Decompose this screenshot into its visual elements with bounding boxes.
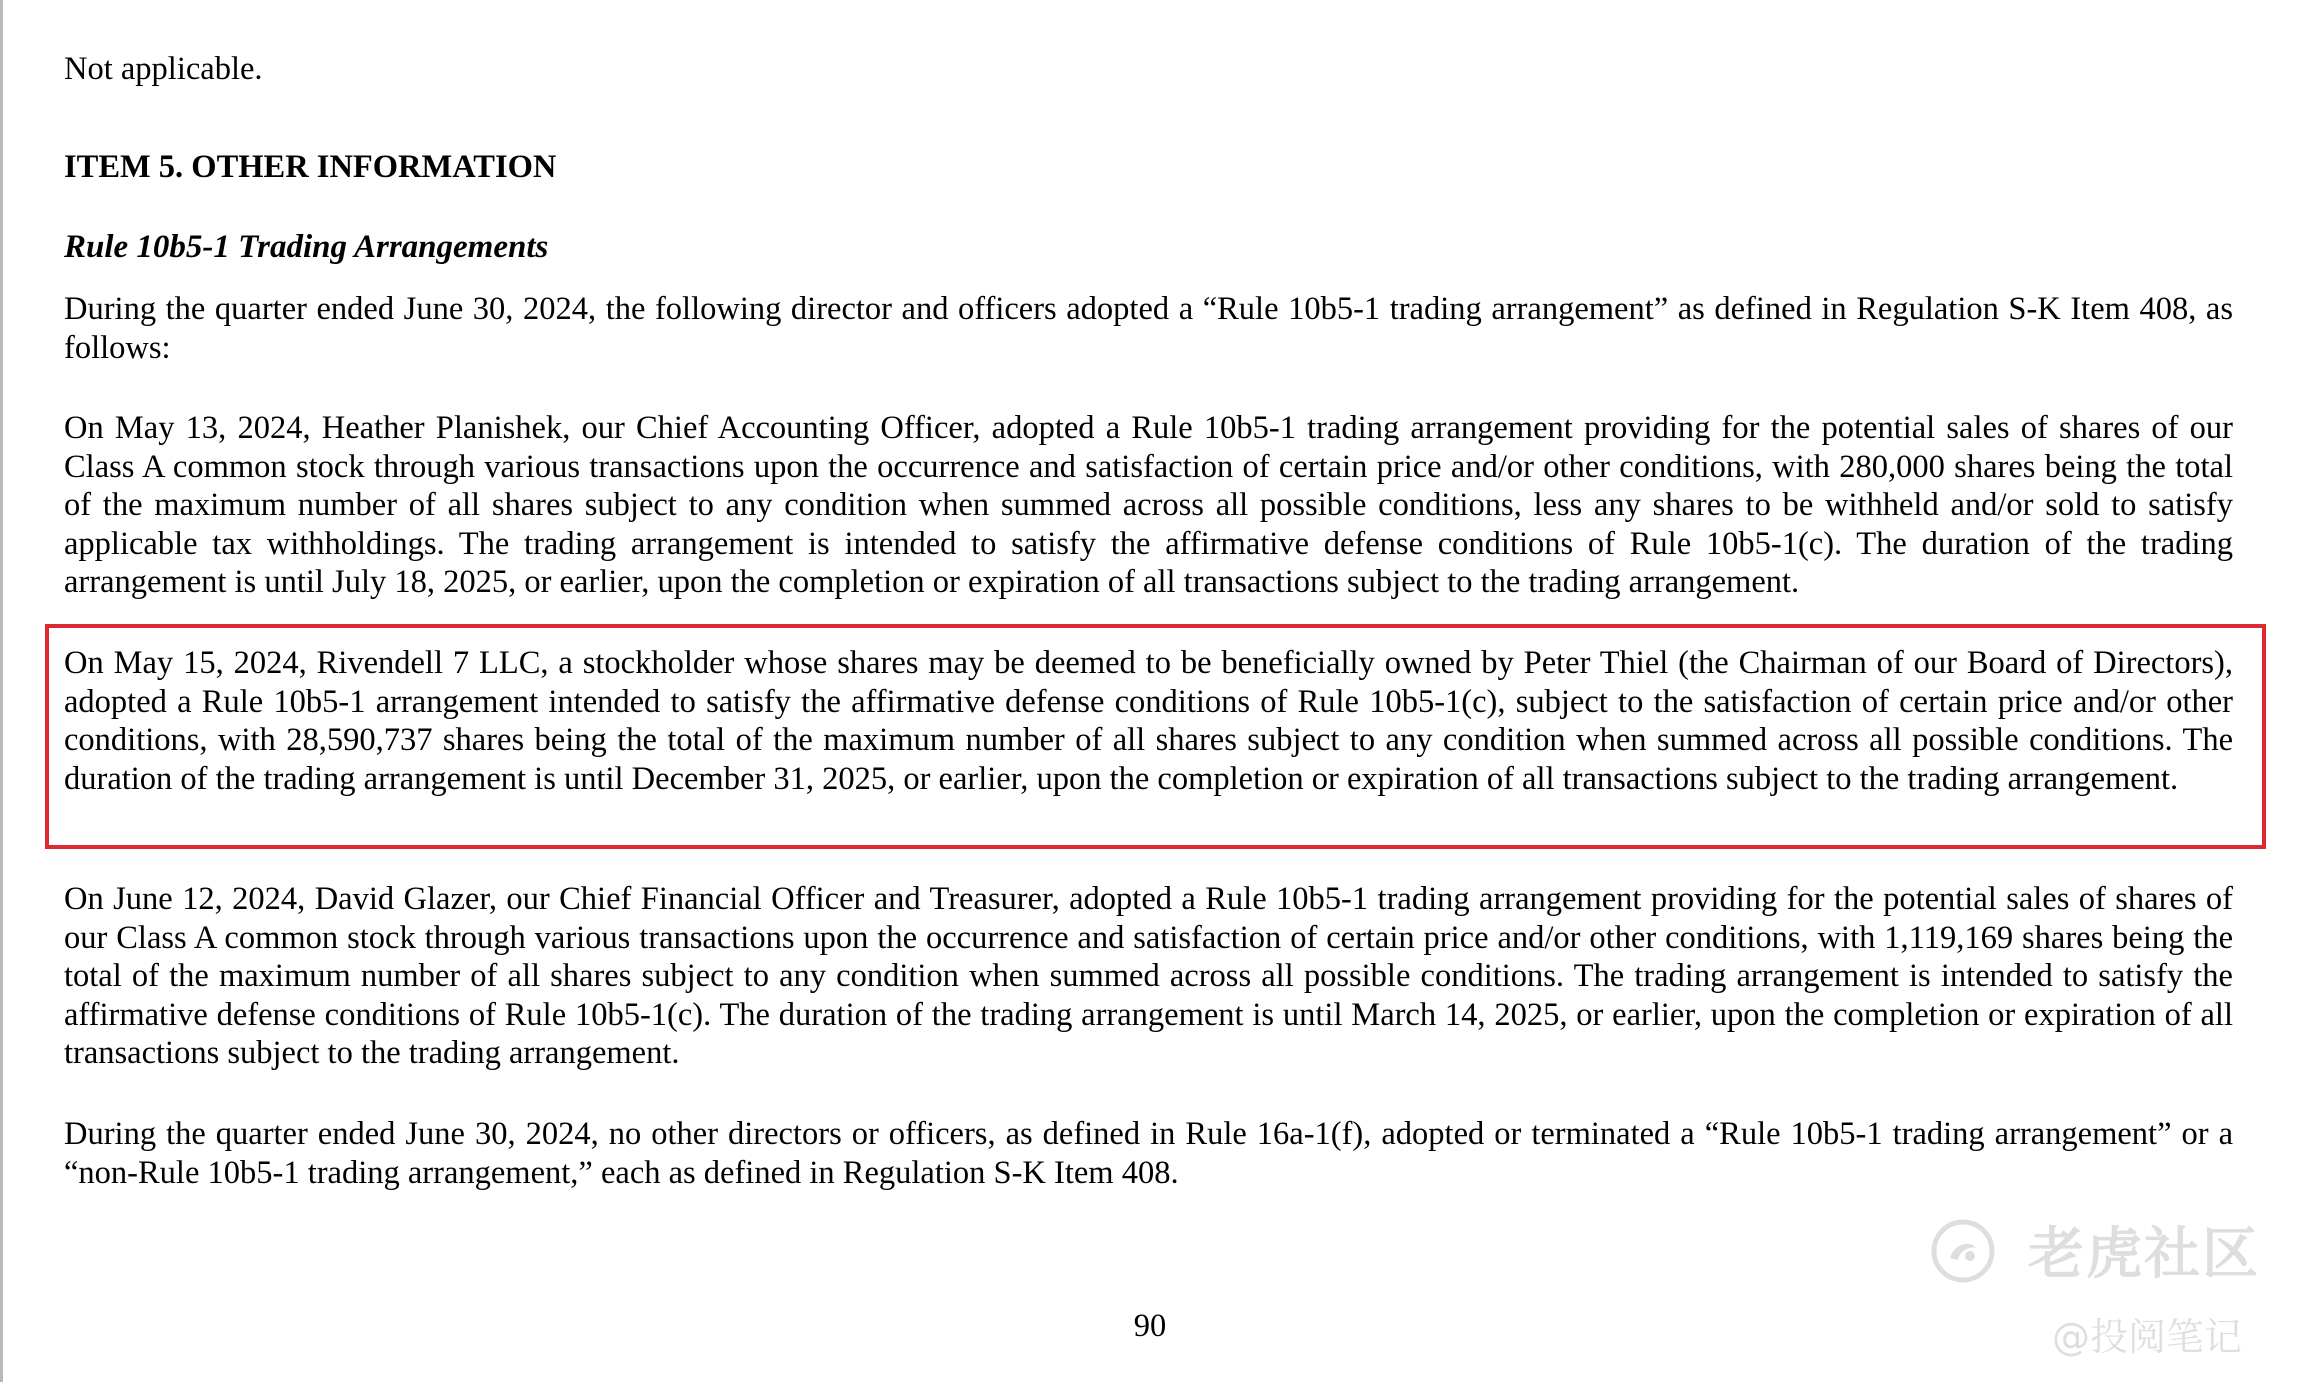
paragraph-no-other: During the quarter ended June 30, 2024, no other directors or officers, as defined in Rule 16a-1(f), adopted or terminated a “Rule 10b5-1 trading arrangement” or a “non-Rule 10b5-1 trading arrangement,” each as defined in Regulation S-K Item 408. (64, 1116, 2233, 1191)
watermark-subtitle: @投阅笔记 (2052, 1315, 2243, 1359)
paragraph-rivendell-highlighted: On May 15, 2024, Rivendell 7 LLC, a stockholder whose shares may be deemed to be beneficially owned by Peter Thiel (the Chairman of our Board of Directors), adopted a Rule 10b5-1 arrangement intended to satisfy the affirmative defense conditions of Rule 10b5-1(c), subject to the satisfaction of certain price and/or other conditions, with 28,590,737 shares being the total of the maximum number of all shares subject to any condition when summed across all possible conditions. The duration of the trading arrangement is until December 31, 2025, or earlier, upon the completion or expiration of all transactions subject to the trading arrangement. (64, 645, 2233, 797)
not-applicable-text: Not applicable. (64, 51, 263, 87)
page-left-border (0, 0, 3, 1382)
tiger-logo-icon (1930, 1218, 1996, 1284)
item-5-heading: ITEM 5. OTHER INFORMATION (64, 149, 557, 185)
intro-paragraph: During the quarter ended June 30, 2024, the following director and officers adopted a “Rule 10b5-1 trading arrangement” as defined in Regulation S-K Item 408, as follows: (64, 291, 2233, 366)
watermark (1930, 1210, 2270, 1360)
paragraph-glazer: On June 12, 2024, David Glazer, our Chief Financial Officer and Treasurer, adopted a Rule 10b5-1 trading arrangement providing for the potential sales of shares of our Class A common stock through various transactions upon the occurrence and satisfaction of certain price and/or other conditions, with 1,119,169 shares being the total of the maximum number of all shares subject to any condition when summed across all possible conditions. The trading arrangement is intended to satisfy the affirmative defense conditions of Rule 10b5-1(c). The duration of the trading arrangement is until March 14, 2025, or earlier, upon the completion or expiration of all transactions subject to the trading arrangement. (64, 881, 2233, 1071)
rule-10b5-1-subheading: Rule 10b5-1 Trading Arrangements (64, 229, 549, 265)
page-number: 90 (1133, 1308, 1167, 1344)
watermark-title: 老虎社区 (2028, 1222, 2260, 1287)
paragraph-planishek: On May 13, 2024, Heather Planishek, our Chief Accounting Officer, adopted a Rule 10b5-1 trading arrangement providing for the potential sales of shares of our Class A common stock through various transactions upon the occurrence and satisfaction of certain price and/or other conditions, with 280,000 shares being the total of the maximum number of all shares subject to any condition when summed across all possible conditions, less any shares to be withheld and/or sold to satisfy applicable tax withholdings. The trading arrangement is intended to satisfy the affirmative defense conditions of Rule 10b5-1(c). The duration of the trading arrangement is until July 18, 2025, or earlier, upon the completion or expiration of all transactions subject to the trading arrangement. (64, 410, 2233, 600)
